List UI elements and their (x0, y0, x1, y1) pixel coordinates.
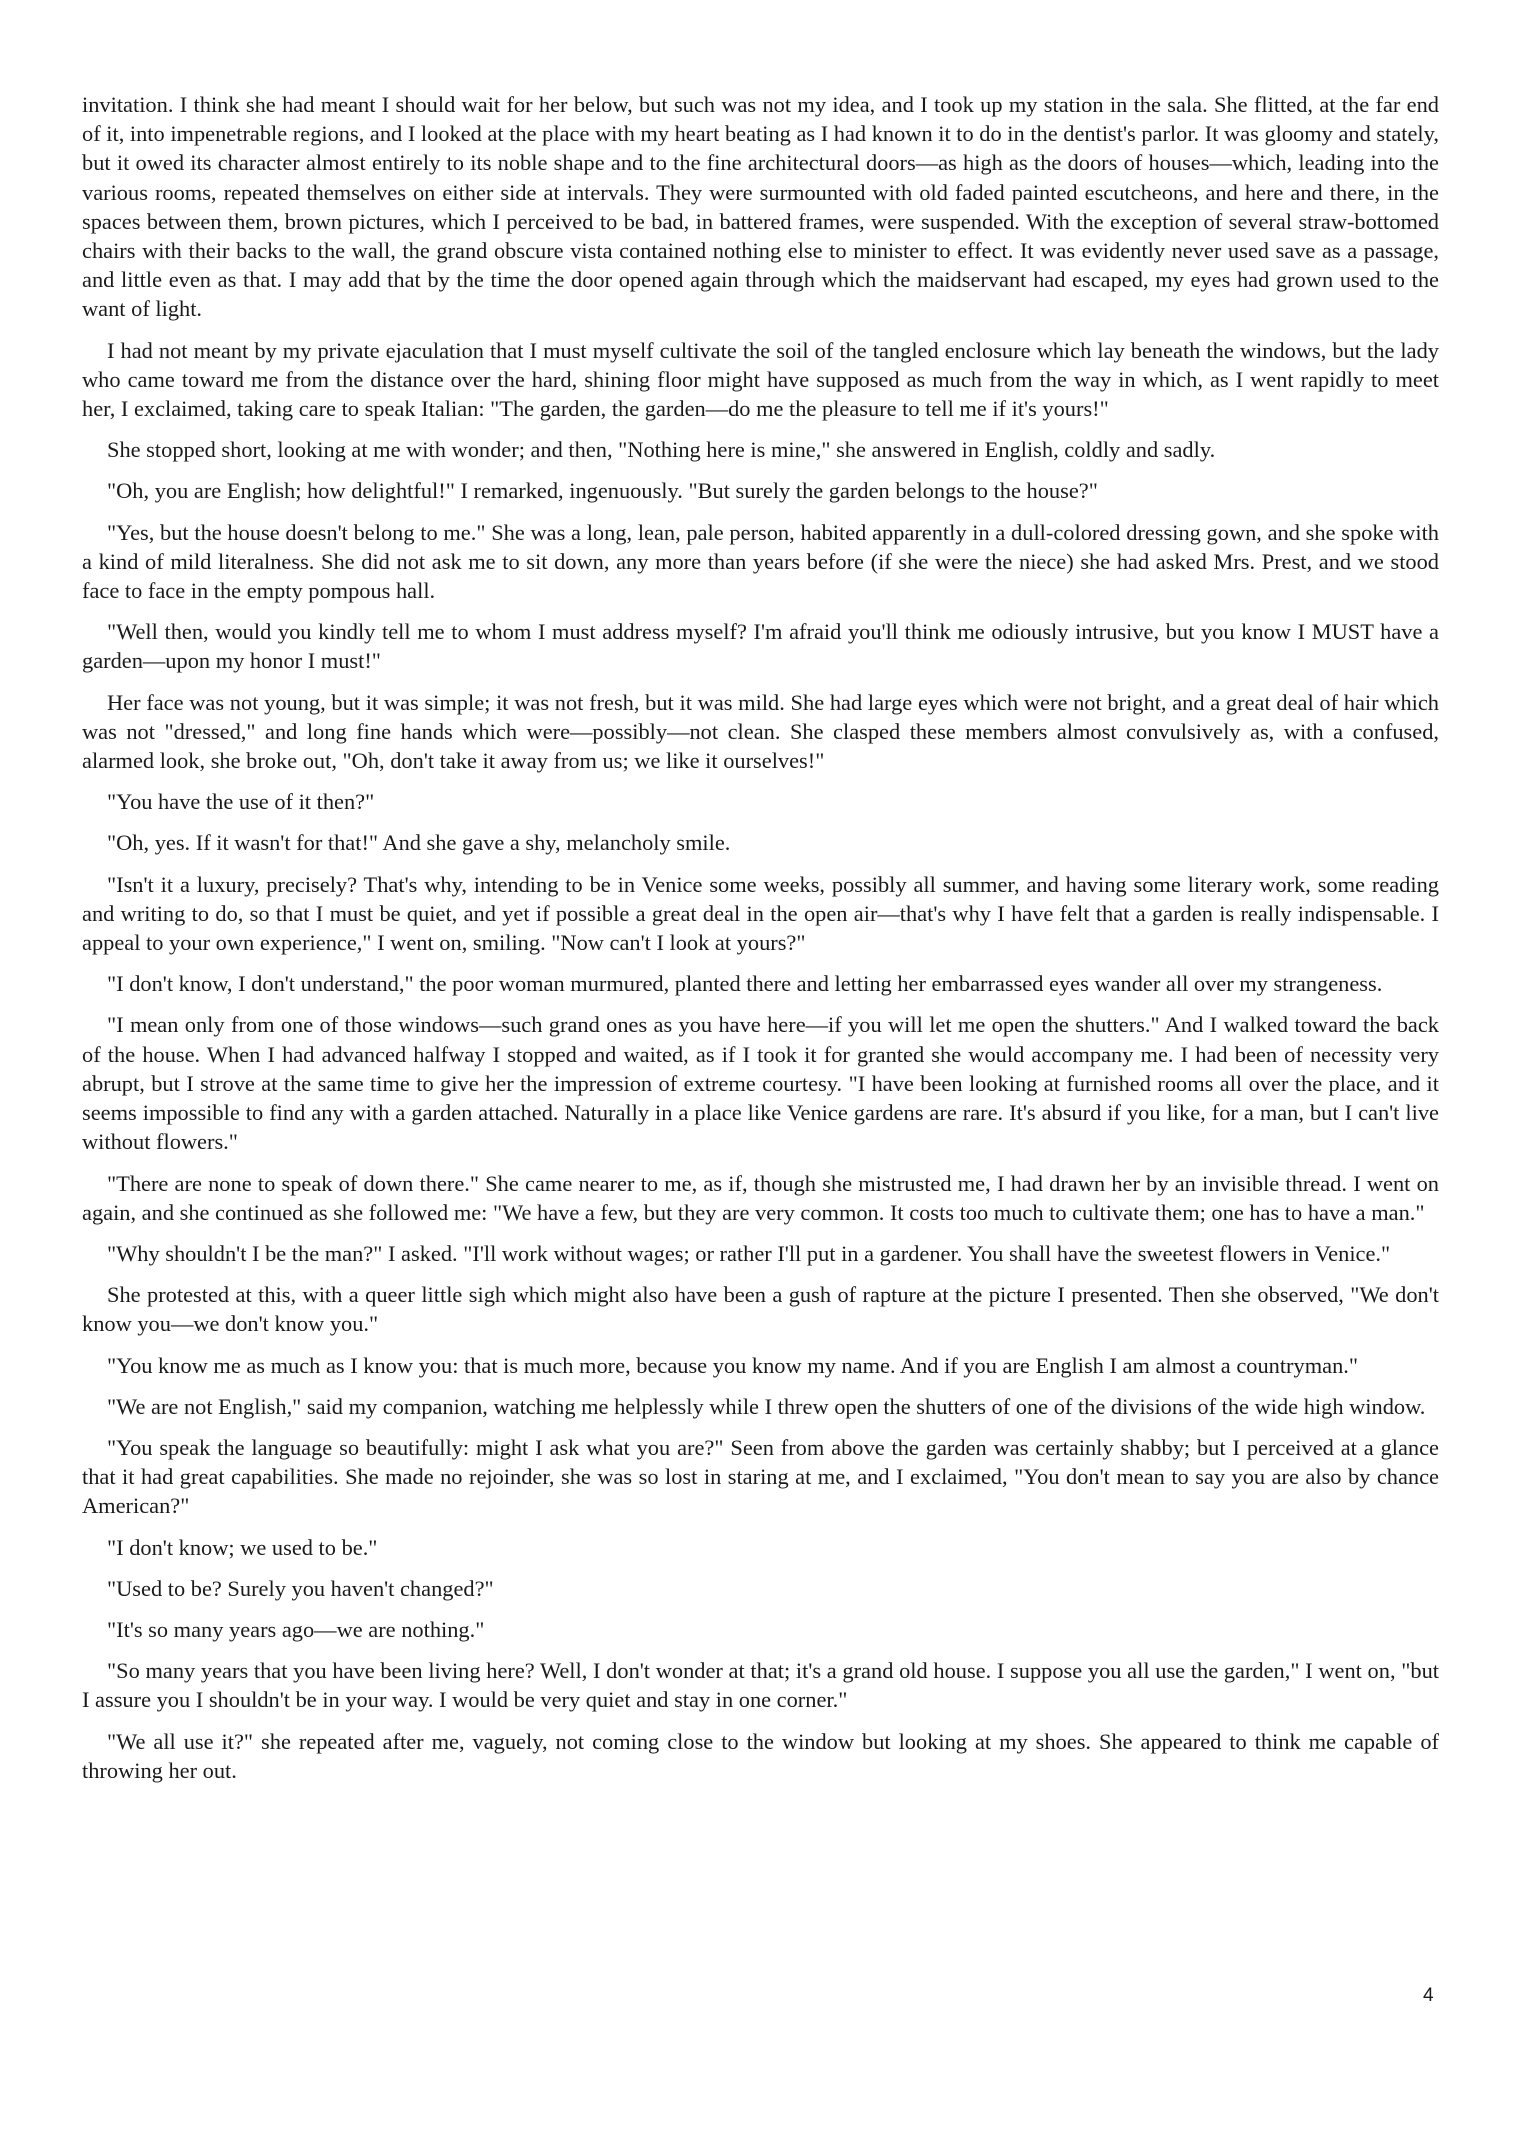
page-number: 4 (1423, 1985, 1434, 2006)
paragraph: She protested at this, with a queer little sigh which might also have been a gush of rapture at the picture I presented. Then she observed, "We don't know you—we don't know you." (82, 1282, 1439, 1337)
paragraph: "I don't know; we used to be." (107, 1534, 378, 1560)
paragraph: "You have the use of it then?" (107, 789, 375, 815)
paragraph-continuation: invitation. I think she had meant I should wait for her below, but such was not my idea, and I took up my station in the sala. She flitted, at the far end of it, into impenetrable regions, and I looked at the place with my heart beating as I had known it to do in the dentist's parlor. It was gloomy and stately, but it owed its character almost entirely to its noble shape and to the fine architectural doors—as high as the doors of houses—which, leading into the various rooms, repeated themselves on either side at intervals. They were surmounted with old faded painted escutcheons, and here and there, in the spaces between them, brown pictures, which I perceived to be bad, in battered frames, were suspended. With the exception of several straw-bottomed chairs with their backs to the wall, the grand obscure vista contained nothing else to minister to effect. It was evidently never used save as a passage, and little even as that. I may add that by the time the door opened again through which the maidservant had escaped, my eyes had grown used to the want of light. (82, 92, 1439, 322)
paragraph: "Well then, would you kindly tell me to whom I must address myself? I'm afraid you'll think me odiously intrusive, but you know I MUST have a garden—upon my honor I must!" (82, 619, 1439, 674)
paragraph: "We are not English," said my companion, watching me helplessly while I threw open the shutters of one of the divisions of the wide high window. (107, 1393, 1426, 1419)
paragraph: She stopped short, looking at me with wonder; and then, "Nothing here is mine," she answered in English, coldly and sadly. (107, 437, 1216, 463)
paragraph: I had not meant by my private ejaculation that I must myself cultivate the soil of the tangled enclosure which lay beneath the windows, but the lady who came toward me from the distance over the hard, shining floor might have supposed as much from the way in which, as I went rapidly to meet her, I exclaimed, taking care to speak Italian: "The garden, the garden—do me the pleasure to tell me if it's yours!" (82, 337, 1439, 422)
paragraph: "There are none to speak of down there." She came nearer to me, as if, though she mistrusted me, I had drawn her by an invisible thread. I went on again, and she continued as she followed me: "We have a few, but they are very common. It costs too much to cultivate them; one has to have a man." (82, 1170, 1439, 1225)
paragraph: "Oh, yes. If it wasn't for that!" And she gave a shy, melancholy smile. (107, 830, 731, 856)
paragraph: "You know me as much as I know you: that is much more, because you know my name. And if you are English I am almost a countryman." (107, 1352, 1358, 1378)
paragraph: "Yes, but the house doesn't belong to me." She was a long, lean, pale person, habited apparently in a dull-colored dressing gown, and she spoke with a kind of mild literalness. She did not ask me to sit down, any more than years before (if she were the niece) she had asked Mrs. Prest, and we stood face to face in the empty pompous hall. (82, 519, 1439, 604)
paragraph: "Oh, you are English; how delightful!" I remarked, ingenuously. "But surely the garden belongs to the house?" (107, 478, 1098, 504)
paragraph: "It's so many years ago—we are nothing." (107, 1616, 485, 1642)
paragraph: "Used to be? Surely you haven't changed?" (107, 1575, 494, 1601)
paragraph: "So many years that you have been living here? Well, I don't wonder at that; it's a grand old house. I suppose you all use the garden," I went on, "but I assure you I shouldn't be in your way. I would be very quiet and stay in one corner." (82, 1658, 1439, 1713)
page-body (82, 90, 1439, 1797)
paragraph: "We all use it?" she repeated after me, vaguely, not coming close to the window but looking at my shoes. She appeared to think me capable of throwing her out. (82, 1728, 1439, 1783)
paragraph: Her face was not young, but it was simple; it was not fresh, but it was mild. She had large eyes which were not bright, and a great deal of hair which was not "dressed," and long fine hands which were—possibly—not clean. She clasped these members almost convulsively as, with a confused, alarmed look, she broke out, "Oh, don't take it away from us; we like it ourselves!" (82, 689, 1439, 774)
paragraph: "Why shouldn't I be the man?" I asked. "I'll work without wages; or rather I'll put in a gardener. You shall have the sweetest flowers in Venice." (107, 1240, 1391, 1266)
paragraph: "You speak the language so beautifully: might I ask what you are?" Seen from above the garden was certainly shabby; but I perceived at a glance that it had great capabilities. She made no rejoinder, she was so lost in staring at me, and I exclaimed, "You don't mean to say you are also by chance American?" (82, 1434, 1439, 1519)
paragraph: "Isn't it a luxury, precisely? That's why, intending to be in Venice some weeks, possibly all summer, and having some literary work, some reading and writing to do, so that I must be quiet, and yet if possible a great deal in the open air—that's why I have felt that a garden is really indispensable. I appeal to your own experience," I went on, smiling. "Now can't I look at yours?" (82, 871, 1439, 956)
paragraph: "I mean only from one of those windows—such grand ones as you have here—if you will let me open the shutters." And I walked toward the back of the house. When I had advanced halfway I stopped and waited, as if I took it for granted she would accompany me. I had been of necessity very abrupt, but I strove at the same time to give her the impression of extreme courtesy. "I have been looking at furnished rooms all over the place, and it seems impossible to find any with a garden attached. Naturally in a place like Venice gardens are rare. It's absurd if you like, for a man, but I can't live without flowers." (82, 1012, 1439, 1155)
paragraph: "I don't know, I don't understand," the poor woman murmured, planted there and letting her embarrassed eyes wander all over my strangeness. (107, 971, 1383, 997)
